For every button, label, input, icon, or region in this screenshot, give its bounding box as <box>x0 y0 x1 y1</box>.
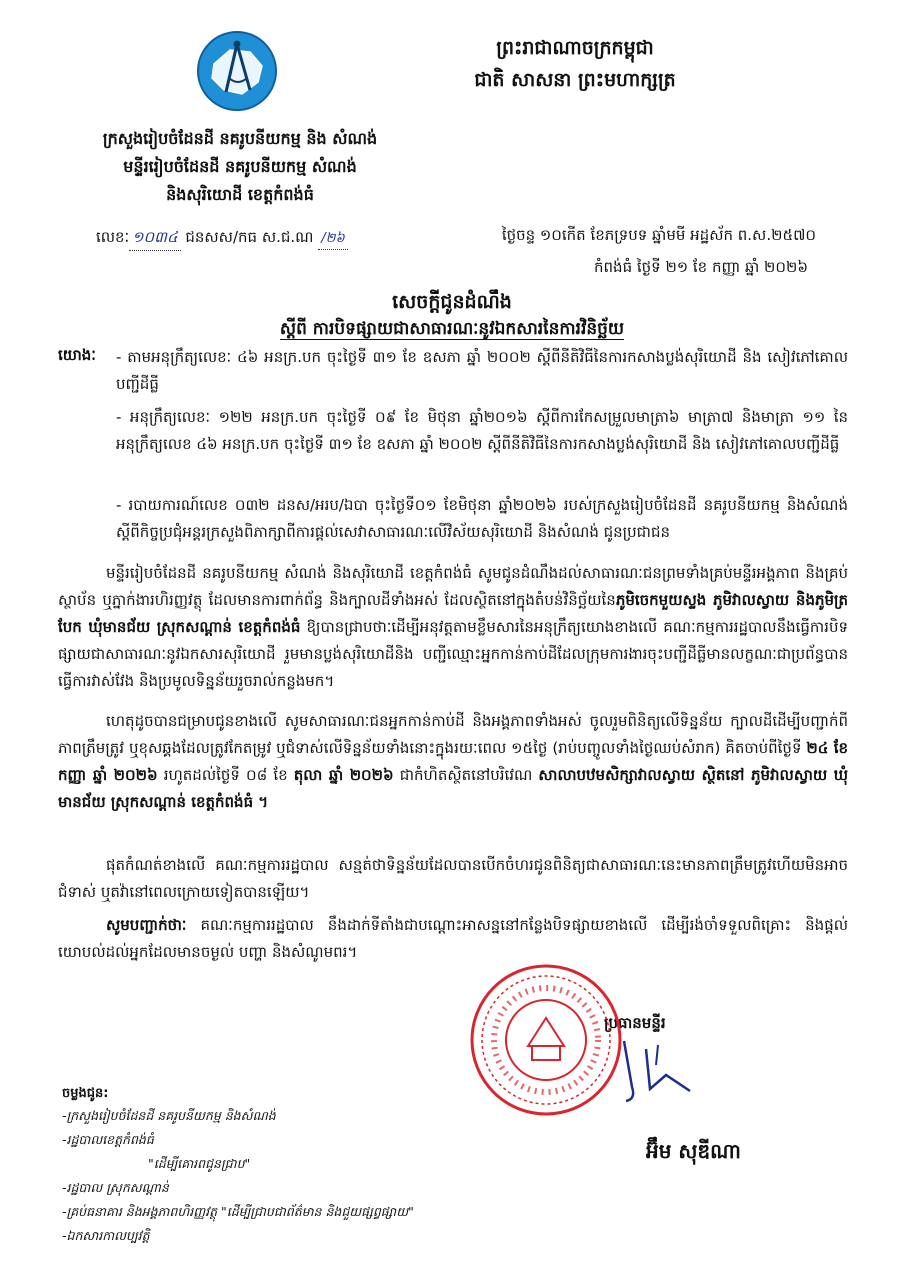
body-paragraph-3: ផុតកំណត់ខាងលើ គណៈកម្មការរដ្ឋបាល សន្មត់ថាទិន្នន័យដែលបានបើកចំហរជូនពិនិត្យជាសាធារណៈនេះមានភាពត្រឹមត្រូវហើយមិនអាចជំទាស់ ឬតវ៉ានៅពេលក្រោយទៀតបានឡើយ។ <box>58 856 848 901</box>
signatory-name: អ៊ឹម សុឌីណា <box>646 1139 741 1163</box>
body-paragraph-4 <box>58 912 848 966</box>
p2-text-e: ជាកំហិតស្ថិតនៅបរិវេណ <box>393 766 539 784</box>
references-label: យោងៈ <box>58 346 96 364</box>
subject-text: ស្តីពី ការបិទផ្សាយជាសាធារណៈនូវឯកសារនៃការវិនិច្ឆ័យ <box>279 319 625 339</box>
ministry-name: ក្រសួងរៀបចំដែនដី នគរូបនីយកម្ម និង សំណង់ <box>102 129 378 148</box>
signatory-title: ប្រធានមន្ទីរ <box>604 1014 666 1032</box>
reference-item: - របាយការណ៍លេខ ០៣២ ដនស/អរប/ឯបា ចុះថ្ងៃទី០១ ខែមិថុនា ឆ្នាំ២០២៦ របស់ក្រសួងរៀបចំដែនដី នគរូបនីយកម្ម និងសំណង់ស្តីពីកិច្ចប្រជុំអន្តរក្រសួងពិភាក្សាពីការផ្តល់សេវាសាធារណៈលើវិស័យសុរិយោដី និងសំណង់ ជូនប្រជាជន <box>116 496 848 541</box>
department-name-line1: មន្ទីររៀបចំដែនដី នគរូបនីយកម្ម សំណង់ <box>123 157 357 176</box>
p1-text-c: ឱ្យបានជ្រាបថាៈដើម្បីអនុវត្តតាមខ្លឹមសារនៃអនុក្រឹត្យយោងខាងលើ គណៈកម្មការរដ្ឋបាលនឹងធ្វើការបិទផ្សាយជាសាធារណៈនូវឯកសារសុរិយោដី រួមមានប្លង់សុរិយោដីនិង បញ្ជីឈ្មោះអ្នកកាន់កាប់ដីដែលក្រុមការងារចុះបញ្ជីដីធ្លីមានលក្ខណៈជាប្រព័ន្ធបានធ្វើការវាស់វែង និងប្រមូលទិន្នន័យរួចរាល់កន្លងមក។ <box>58 618 848 690</box>
ministry-logo <box>196 30 278 112</box>
national-motto: ជាតិ សាសនា ព្រះមហាក្សត្រ <box>474 69 676 91</box>
reference-item: - អនុក្រឹត្យលេខៈ ១២២ អនក្រ.បក ចុះថ្ងៃទី ០៩ ខែ មិថុនា ឆ្នាំ២០១៦ ស្តីពីការកែសម្រួលមាត្រា៦ មាត្រា៧ និងមាត្រា ១១ នៃអនុក្រឹត្យលេខ ៤៦ អនក្រ.បក ចុះថ្ងៃទី ៣១ ខែ ឧសភា ឆ្នាំ ២០០២ ស្តីពីនីតិវិធីនៃការកសាងប្លង់សុរិយោដី និង សៀវភៅគោលបញ្ជីដីធ្លី <box>116 408 848 453</box>
p2-text-a: ហេតុដូចបានជម្រាបជូនខាងលើ សូមសាធារណៈជនអ្នកកាន់កាប់ដី និងអង្គភាពទាំងអស់ ចូលរួមពិនិត្យលើទិន្នន័យ ក្បាលដីដើម្បីបញ្ជាក់ពីភាពត្រឹមត្រូវ ឬខុសឆ្គងដែលត្រូវកែតម្រូវ ឬជំទាស់លើទិន្នន័យទាំងនោះក្នុងរយៈពេល ១៥ថ្ងៃ (រាប់បញ្ចូលទាំងថ្ងៃឈប់សំរាក) គិតចាប់ពីថ្ងៃទី <box>58 712 848 757</box>
cc-item: "ដើម្បីគោរពជូនជ្រាប" <box>148 1156 251 1171</box>
cc-item: -ឯកសារកាលប្បវត្តិ <box>62 1228 150 1243</box>
p2-venue: សាលាបឋមសិក្សាវាលស្វាយ ស្ថិតនៅ ភូមិវាលស្វាយ ឃុំមានជ័យ ស្រុកសណ្តាន់ ខេត្តកំពង់ធំ ។ <box>58 766 848 811</box>
cc-item: -រដ្ឋបាលខេត្តកំពង់ធំ <box>62 1132 154 1147</box>
official-seal-stamp <box>466 960 626 1120</box>
p2-start-date: ២៤ ខែ កញ្ញា ឆ្នាំ ២០២៦ <box>58 739 849 784</box>
p2-end-date: តុលា ឆ្នាំ ២០២៦ <box>293 766 394 784</box>
body-paragraph-1 <box>58 560 848 695</box>
department-name-line2: និងសុរិយោដី ខេត្តកំពង់ធំ <box>166 185 314 204</box>
reference-number <box>96 228 348 251</box>
p4-text: គណៈកម្មការរដ្ឋបាល នឹងដាក់ទីតាំងជាបណ្តោះអាសន្ននៅកន្លែងបិទផ្សាយខាងលើ ដើម្បីរង់ចាំទទួលពិគ្រោះ និងផ្តល់យោបល់ដល់អ្នកដែលមានចម្ងល់ បញ្ហា និងសំណូមពរ។ <box>58 916 848 961</box>
cc-item: -ក្រសួងរៀបចំដែនដី នគរូបនីយកម្ម និងសំណង់ <box>62 1108 276 1123</box>
kingdom-title: ព្រះរាជាណាចក្រកម្ពុជា <box>496 37 654 59</box>
p1-location: ភូមិចេកមួយស្ទង ភូមិវាលស្វាយ និងភូមិត្របែក ឃុំមានជ័យ ស្រុកសណ្តាន់ ខេត្តកំពង់ធំ <box>58 591 848 636</box>
body-paragraph-2 <box>58 708 848 816</box>
solar-date: កំពង់ធំ ថ្ងៃទី ២១ ខែ កញ្ញា ឆ្នាំ ២០២៦ <box>594 258 808 276</box>
document-subject <box>0 318 904 343</box>
p1-text-a: មន្ទីររៀបចំដែនដី នគរូបនីយកម្ម សំណង់ និងសុរិយោដី ខេត្តកំពង់ធំ សូមជូនដំណឹងដល់សាធារណៈជនព្រមទាំងគ្រប់មន្ទីរអង្គភាព និងគ្រប់ស្ថាប័ន ឬភ្នាក់ងារហិរញ្ញវត្ថុ ដែលមានការពាក់ព័ន្ធ និងក្បាលដីទាំងអស់ ដែលស្ថិតនៅក្នុងតំបន់វិនិច្ឆ័យនៃ <box>58 564 848 609</box>
reference-item: - តាមអនុក្រឹត្យលេខៈ ៤៦ អនក្រ.បក ចុះថ្ងៃទី ៣១ ខែ ឧសភា ឆ្នាំ ២០០២ ស្តីពីនីតិវិធីនៃការកសាងប្លង់សុរិយោដី និង សៀវភៅគោលបញ្ជីដីធ្លី <box>116 348 848 393</box>
reference-prefix: លេខៈ <box>96 228 130 246</box>
document-title: សេចក្តីជូនដំណឹង <box>392 291 512 313</box>
reference-code: ជនសស/កធ ស.ជ.ណ <box>180 228 314 246</box>
cc-item: -គ្រប់ធនាគារ និងអង្គភាពហិរញ្ញវត្ថុ "ដើម្បីជ្រាបជាព័ត៌មាន និងជួយផ្សព្វផ្សាយ" <box>62 1204 414 1219</box>
reference-handwritten: ១០៣៤ <box>129 228 180 251</box>
lunar-date: ថ្ងៃចន្ទ ១០កើត ខែភទ្របទ ឆ្នាំមមី អដ្ឋស័ក ព.ស.២៥៧០ <box>501 226 816 244</box>
cc-item: -រដ្ឋបាល ស្រុកសណ្តាន់ <box>62 1180 169 1195</box>
p4-label: សូមបញ្ជាក់ថាៈ <box>106 916 187 934</box>
handwritten-signature <box>606 1035 716 1105</box>
cc-label: ចម្លងជូន: <box>62 1086 109 1101</box>
p2-text-c: រហូតដល់ថ្ងៃទី ០៨ ខែ <box>157 766 294 784</box>
reference-suffix: /២៦ <box>318 230 347 250</box>
